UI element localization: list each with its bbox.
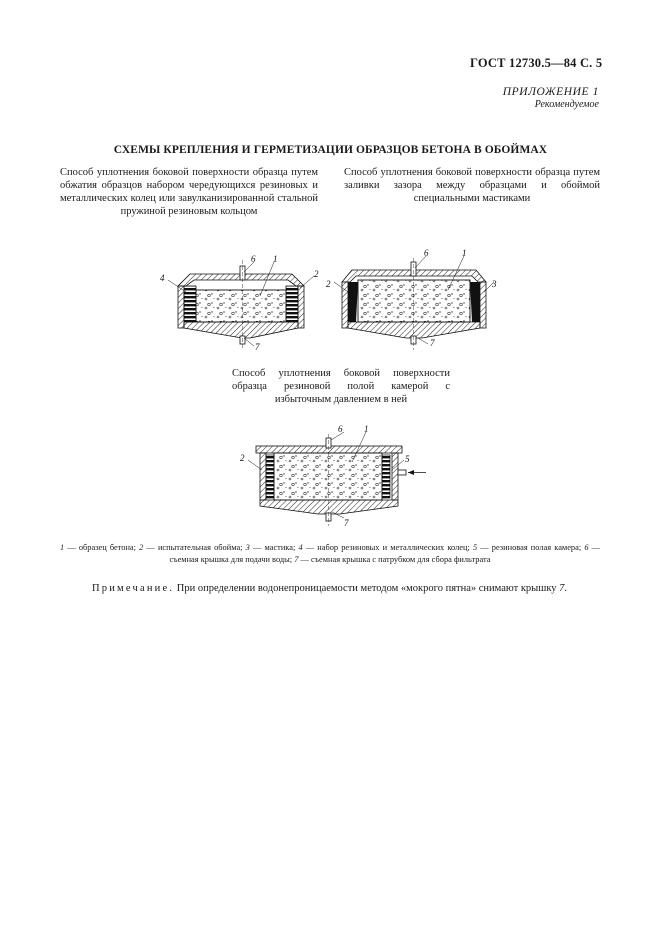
fig1-label-7: 7 (255, 342, 260, 352)
note-paragraph: Примечание. При определении водонепроницаемости методом «мокрого пятна» снимают крышку 7. (92, 583, 568, 594)
fig3-label-2: 2 (240, 453, 245, 463)
fig1-label-1: 1 (273, 254, 278, 264)
fig2-label-6: 6 (424, 248, 429, 258)
method-left-caption: Способ уплотнения боковой поверхности образца путем обжатия образцов набором чередующихся резиновых и металлических колец или завулканизированной стальной пружиной резиновым кольцом (60, 167, 318, 217)
appendix-label: ПРИЛОЖЕНИЕ 1 (502, 86, 599, 98)
note-label: Примечание. (92, 583, 175, 594)
fig3-label-6: 6 (338, 424, 343, 434)
page-header: ГОСТ 12730.5—84 С. 5 (470, 56, 603, 70)
fig3-label-5: 5 (405, 454, 410, 464)
fig2-label-1: 1 (462, 248, 467, 258)
fig2-label-2: 2 (326, 279, 331, 289)
method-middle-caption: Способ уплотнения боковой поверхности образца резиновой полой камерой с избыточным давлением в ней (232, 368, 450, 405)
fig2-label-3: 3 (492, 279, 497, 289)
figure-legend: 1 — образец бетона; 2 — испытательная обойма; 3 — мастика; 4 — набор резиновых и металлических колец; 5 — резиновая полая камера; 6 — съемная крышка для подачи воды; 7 — съемная крышка с патрубком для сбора фильтрата (60, 543, 601, 564)
figure-2 (326, 248, 497, 350)
document-title: СХЕМЫ КРЕПЛЕНИЯ И ГЕРМЕТИЗАЦИИ ОБРАЗЦОВ БЕТОНА В ОБОЙМАХ (113, 144, 548, 156)
fig1-label-2: 2 (314, 269, 319, 279)
appendix-status: Рекомендуемое (534, 99, 599, 110)
figure-3 (240, 424, 426, 528)
fig1-label-4: 4 (160, 273, 165, 283)
figure-1 (160, 254, 319, 352)
fig1-label-6: 6 (251, 254, 256, 264)
method-right-caption: Способ уплотнения боковой поверхности образца путем заливки зазора между образцами и обоймой специальными мастиками (344, 167, 600, 204)
fig2-label-7: 7 (430, 338, 435, 348)
fig3-label-7: 7 (344, 518, 349, 528)
fig3-label-1: 1 (364, 424, 369, 434)
